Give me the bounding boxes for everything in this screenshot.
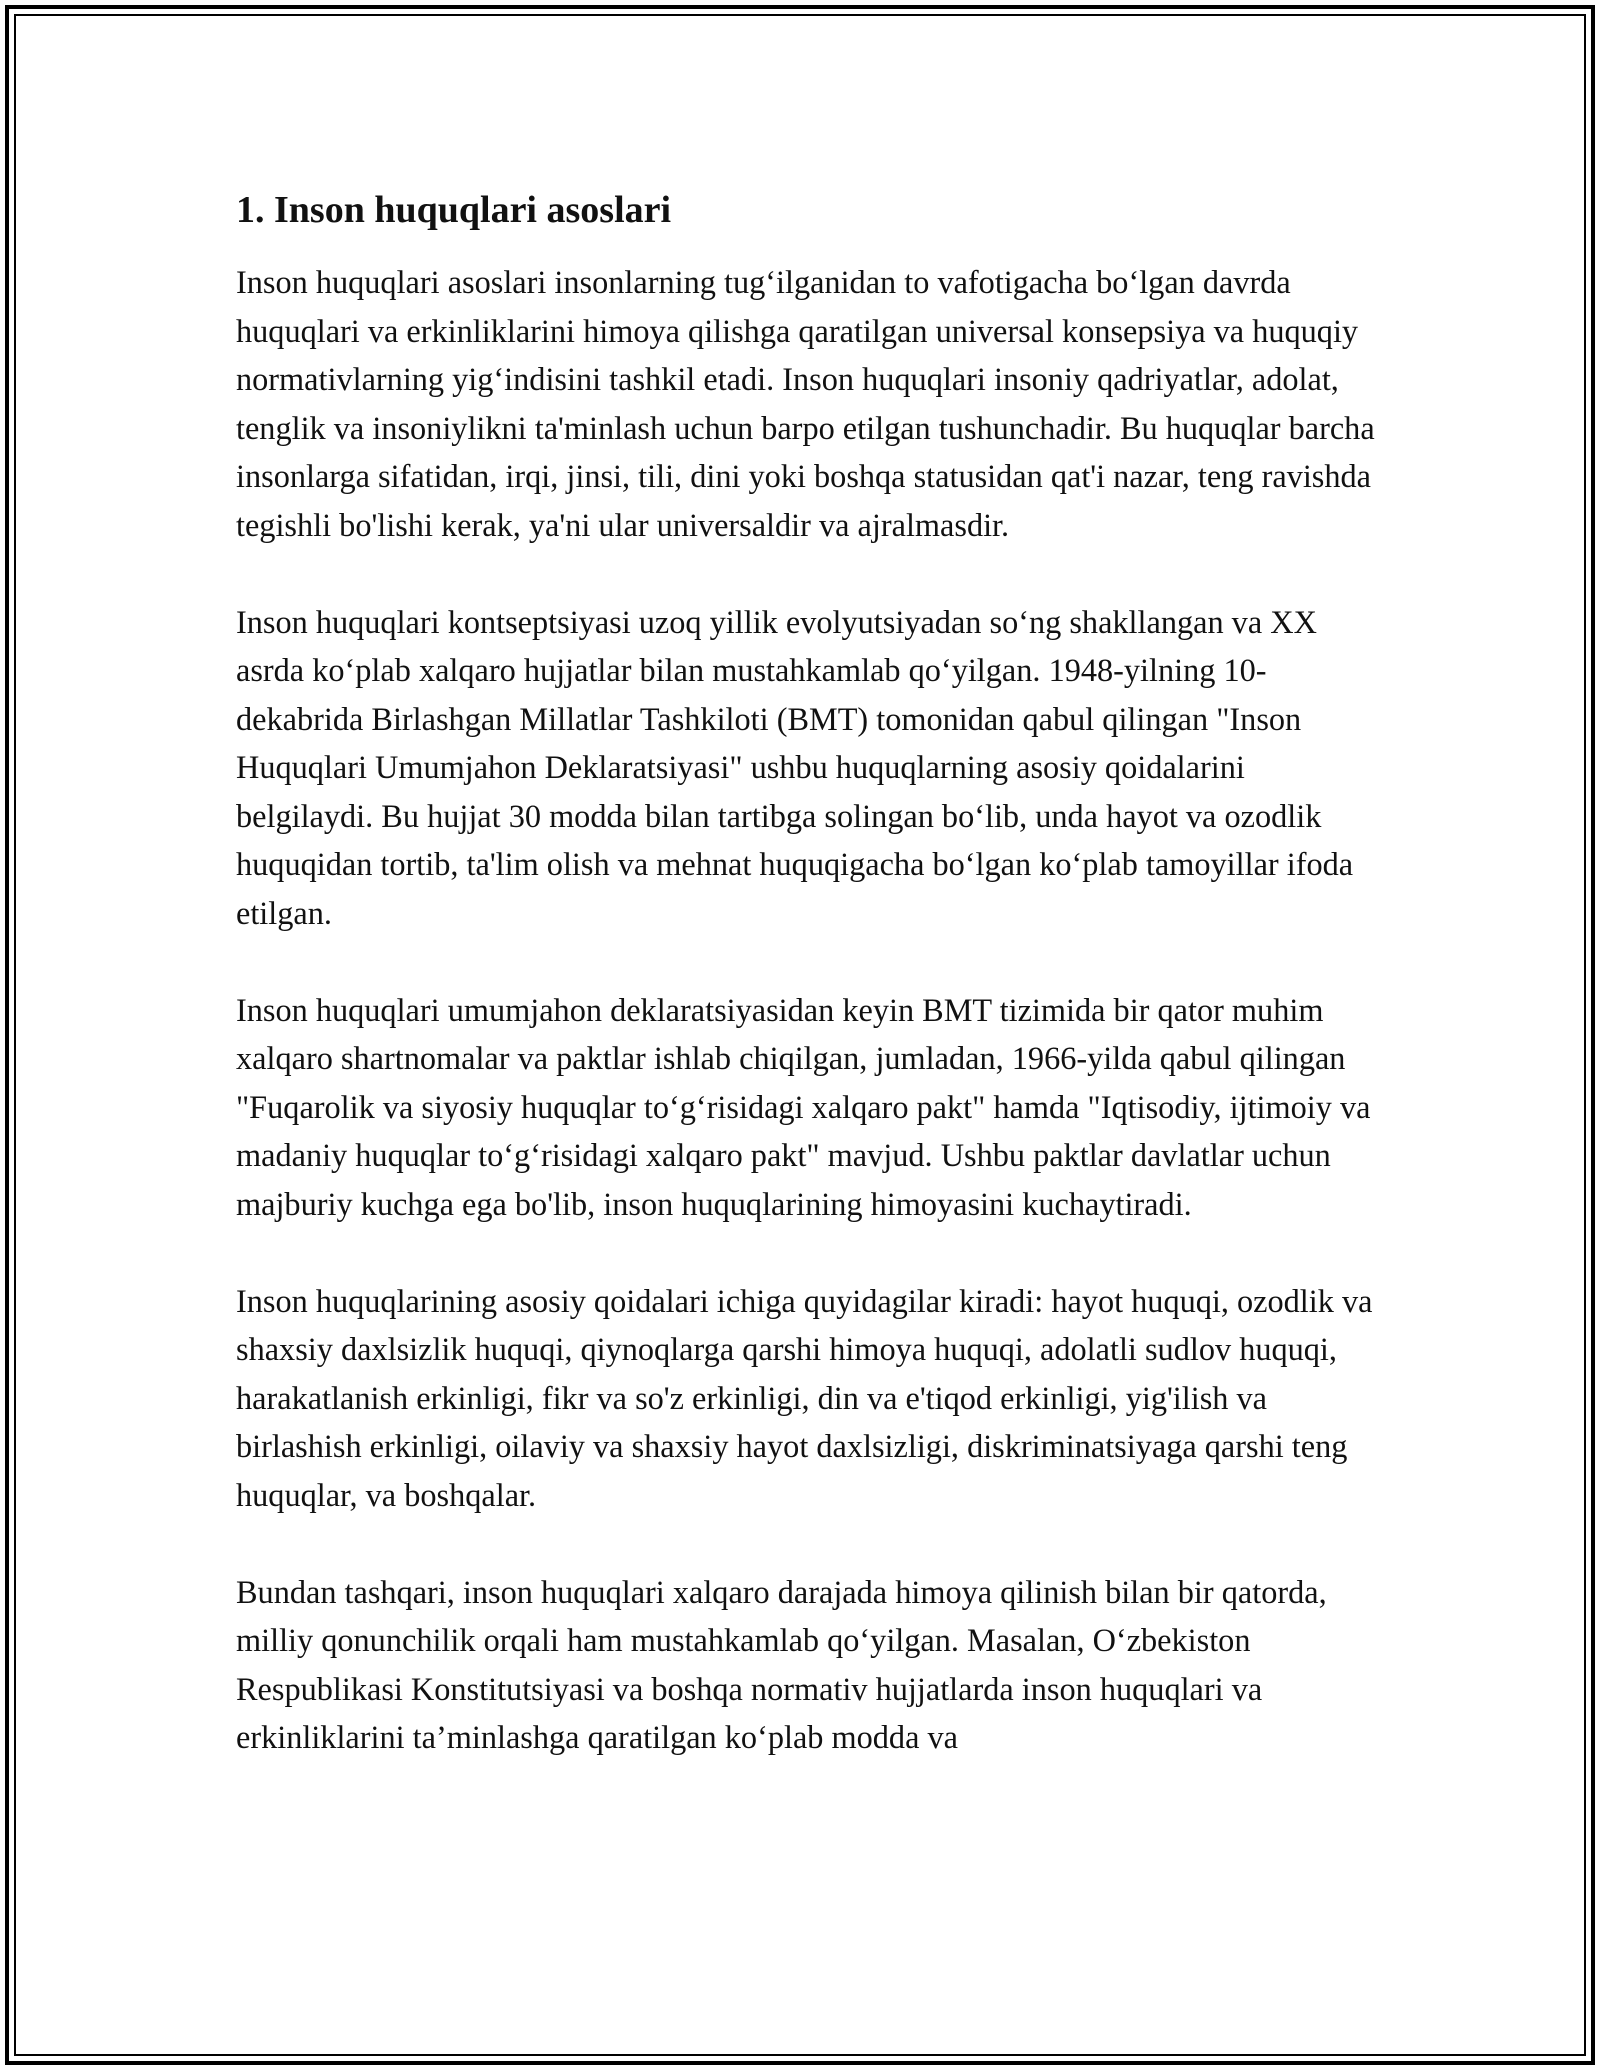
paragraph-2: Inson huquqlari kontseptsiyasi uzoq yillik evolyutsiyadan so‘ng shakllangan va XX asrda ko‘plab xalqaro hujjatlar bilan mustahkamlab qo‘yilgan. 1948-yilning 10-dekabrida Birlashgan Millatlar Tashkiloti (BMT) tomonidan qabul qilingan "Inson Huquqlari Umumjahon Deklaratsiyasi" ushbu huquqlarning asosiy qoidalarini belgilaydi. Bu hujjat 30 modda bilan tartibga solingan bo‘lib, unda hayot va ozodlik huquqidan tortib, ta'lim olish va mehnat huquqigacha bo‘lgan ko‘plab tamoyillar ifoda etilgan.	[236, 603, 1354, 931]
paragraph-4: Inson huquqlarining asosiy qoidalari ichiga quyidagilar kiradi: hayot huquqi, ozodlik va shaxsiy daxlsizlik huquqi, qiynoqlarga qarshi himoya huquqi, adolatli sudlov huquqi, harakatlanish erkinligi, fikr va so'z erkinligi, din va e'tiqod erkinligi, yig'ilish va birlashish erkinligi, oilaviy va shaxsiy hayot daxlsizligi, diskriminatsiyaga qarshi teng huquqlar, va boshqalar.	[236, 1282, 1373, 1513]
paragraph-5: Bundan tashqari, inson huquqlari xalqaro darajada himoya qilinish bilan bir qatorda, milliy qonunchilik orqali ham mustahkamlab qo‘yilgan. Masalan, O‘zbekiston Respublikasi Konstitutsiyasi va boshqa normativ hujjatlarda inson huquqlari va erkinliklarini ta’minlashga qaratilgan ko‘plab modda va	[236, 1573, 1327, 1755]
paragraph-3: Inson huquqlari umumjahon deklaratsiyasidan keyin BMT tizimida bir qator muhim xalqaro shartnomalar va paktlar ishlab chiqilgan, jumladan, 1966-yilda qabul qilingan "Fuqarolik va siyosiy huquqlar to‘g‘risidagi xalqaro pakt" hamda "Iqtisodiy, ijtimoiy va madaniy huquqlar to‘g‘risidagi xalqaro pakt" mavjud. Ushbu paktlar davlatlar uchun majburiy kuchga ega bo'lib, inson huquqlarining himoyasini kuchaytiradi.	[236, 991, 1371, 1222]
paragraph-1: Inson huquqlari asoslari insonlarning tug‘ilganidan to vafotigacha bo‘lgan davrda huquqlari va erkinliklarini himoya qilishga qaratilgan universal konsepsiya va huquqiy normativlarning yig‘indisini tashkil etadi. Inson huquqlari insoniy qadriyatlar, adolat, tenglik va insoniylikni ta'minlash uchun barpo etilgan tushunchadir. Bu huquqlar barcha insonlarga sifatidan, irqi, jinsi, tili, dini yoki boshqa statusidan qat'i nazar, teng ravishda tegishli bo'lishi kerak, ya'ni ular universaldir va ajralmasdir.	[236, 264, 1375, 543]
section-heading: 1. Inson huquqlari asoslari	[236, 189, 672, 231]
document-body	[236, 186, 1376, 1810]
